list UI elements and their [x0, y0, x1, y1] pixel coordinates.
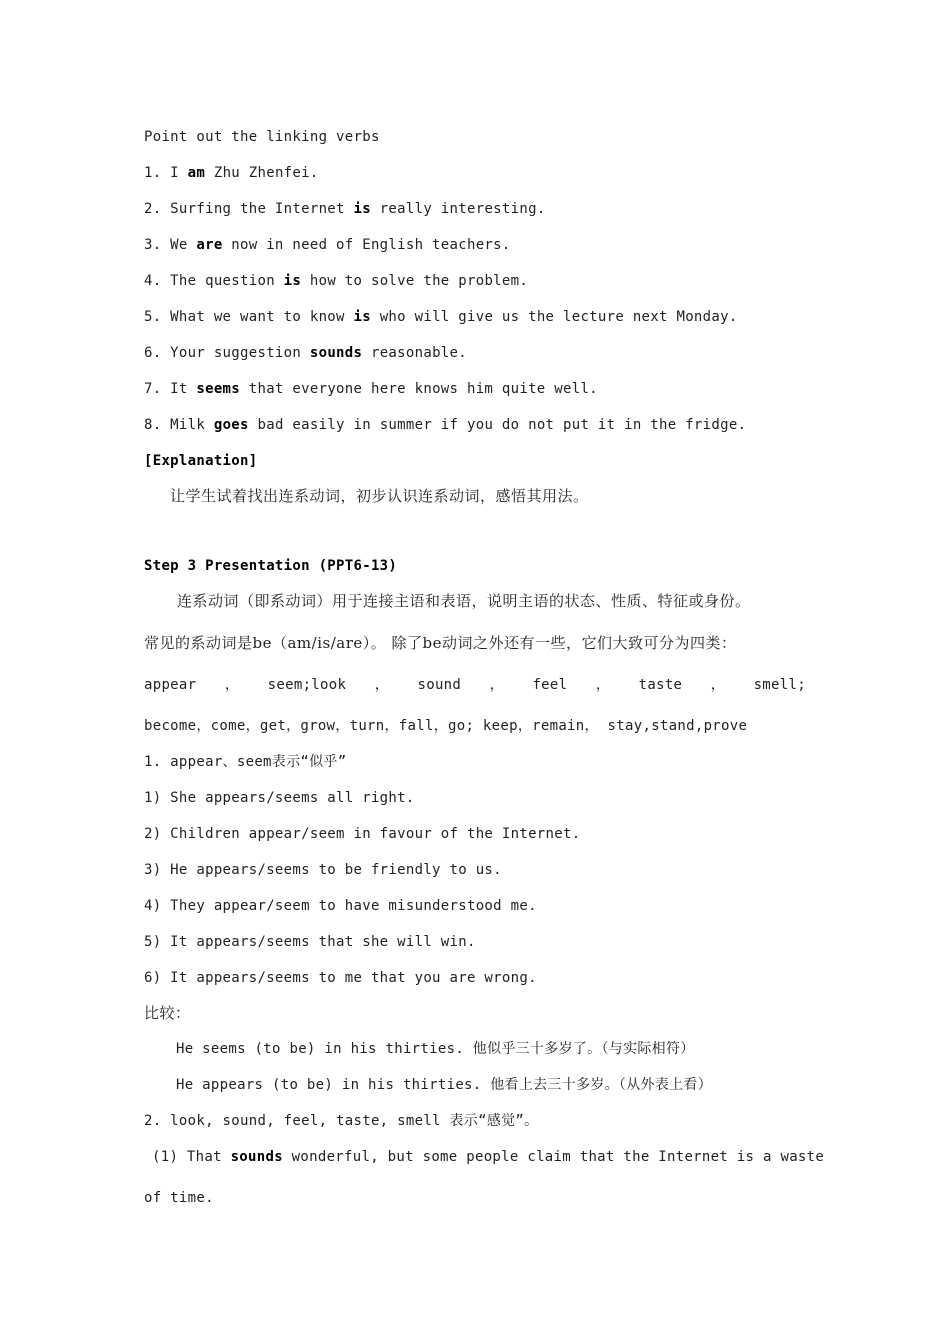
linking-verb: are — [196, 237, 223, 253]
sentence-start: 4. The question — [144, 273, 284, 289]
sentence-start: 6. Your suggestion — [144, 345, 310, 361]
compare-label: 比较： — [144, 1004, 191, 1022]
step3-heading: Step 3 Presentation (PPT6-13) — [144, 558, 398, 574]
list-item — [144, 236, 511, 254]
example-line: 1) She appears/seems all right. — [144, 790, 415, 806]
list-item — [144, 164, 319, 182]
verb-word: sound — [417, 677, 462, 693]
separator: ， — [710, 677, 726, 693]
verb-word: appear — [144, 677, 197, 693]
compare-example: He seems (to be) in his thirties. 他似乎三十多岁了。（与实际相符） — [176, 1041, 695, 1057]
linking-verb: goes — [213, 417, 249, 433]
intro-paragraph-cont: 常见的系动词是be（am/is/are）。 除了be动词之外还有一些，它们大致可分为四类： — [144, 634, 737, 652]
example-line — [152, 1148, 824, 1166]
verb-word: smell; — [753, 677, 806, 693]
sentence-end: that everyone here knows him quite well. — [240, 381, 598, 397]
linking-verb: is — [353, 309, 371, 325]
example-line: 5) It appears/seems that she will win. — [144, 934, 476, 950]
example-line: 2) Children appear/seem in favour of the Internet. — [144, 826, 581, 842]
verb-word: seem;look — [267, 677, 347, 693]
explanation-text: 让学生试着找出连系动词，初步认识连系动词，感悟其用法。 — [170, 487, 589, 505]
sentence-start: 7. It — [144, 381, 197, 397]
sentence-start: (1) That — [152, 1149, 231, 1165]
sentence-end: who will give us the lecture next Monday. — [370, 309, 738, 325]
sentence-end: how to solve the problem. — [301, 273, 529, 289]
list-item — [144, 344, 467, 362]
linking-verb: sounds — [309, 345, 363, 361]
example-line: 4) They appear/seem to have misunderstood me. — [144, 898, 537, 914]
sentence-start: 5. What we want to know — [144, 309, 354, 325]
list-item — [144, 308, 738, 326]
subsection-title: 1. appear、seem表示“似乎” — [144, 754, 347, 770]
list-item — [144, 272, 528, 290]
list-item — [144, 416, 746, 434]
verb-list-cont: become，come，get，grow，turn，fall，go; keep，remain， stay,stand,prove — [144, 718, 748, 734]
example-line: 6) It appears/seems to me that you are wrong. — [144, 970, 537, 986]
sentence-end: really interesting. — [370, 201, 546, 217]
explanation-heading: [Explanation] — [144, 453, 258, 469]
compare-example: He appears (to be) in his thirties. 他看上去三十多岁。（从外表上看） — [176, 1077, 713, 1093]
linking-verb: sounds — [230, 1149, 283, 1165]
subsection-title: 2. look, sound, feel, taste, smell 表示“感觉”。 — [144, 1113, 539, 1129]
separator: ， — [489, 677, 504, 693]
linking-verb: seems — [196, 381, 241, 397]
sentence-end: bad easily in summer if you do not put it in the fridge. — [248, 417, 747, 433]
verb-word: feel — [532, 677, 568, 693]
section-title: Point out the linking verbs — [144, 129, 380, 145]
verb-list — [144, 676, 806, 694]
separator: ， — [224, 677, 240, 693]
separator: ， — [595, 677, 611, 693]
sentence-end: reasonable. — [362, 345, 467, 361]
sentence-end: wonderful, but some people claim that the Internet is a waste — [282, 1149, 825, 1165]
linking-verb: is — [283, 273, 302, 289]
sentence-start: 1. I — [144, 165, 188, 181]
intro-paragraph: 连系动词（即系动词）用于连接主语和表语，说明主语的状态、性质、特征或身份。 — [177, 592, 751, 610]
sentence-start: 8. Milk — [144, 417, 214, 433]
separator: ， — [374, 677, 390, 693]
list-item — [144, 200, 546, 218]
example-line-cont: of time. — [144, 1190, 214, 1206]
sentence-end: Zhu Zhenfei. — [205, 165, 319, 181]
sentence-start: 2. Surfing the Internet — [144, 201, 354, 217]
verb-word: taste — [638, 677, 683, 693]
sentence-start: 3. We — [144, 237, 197, 253]
linking-verb: is — [353, 201, 371, 217]
sentence-end: now in need of English teachers. — [222, 237, 511, 253]
linking-verb: am — [187, 165, 206, 181]
example-line: 3) He appears/seems to be friendly to us. — [144, 862, 502, 878]
list-item — [144, 380, 598, 398]
